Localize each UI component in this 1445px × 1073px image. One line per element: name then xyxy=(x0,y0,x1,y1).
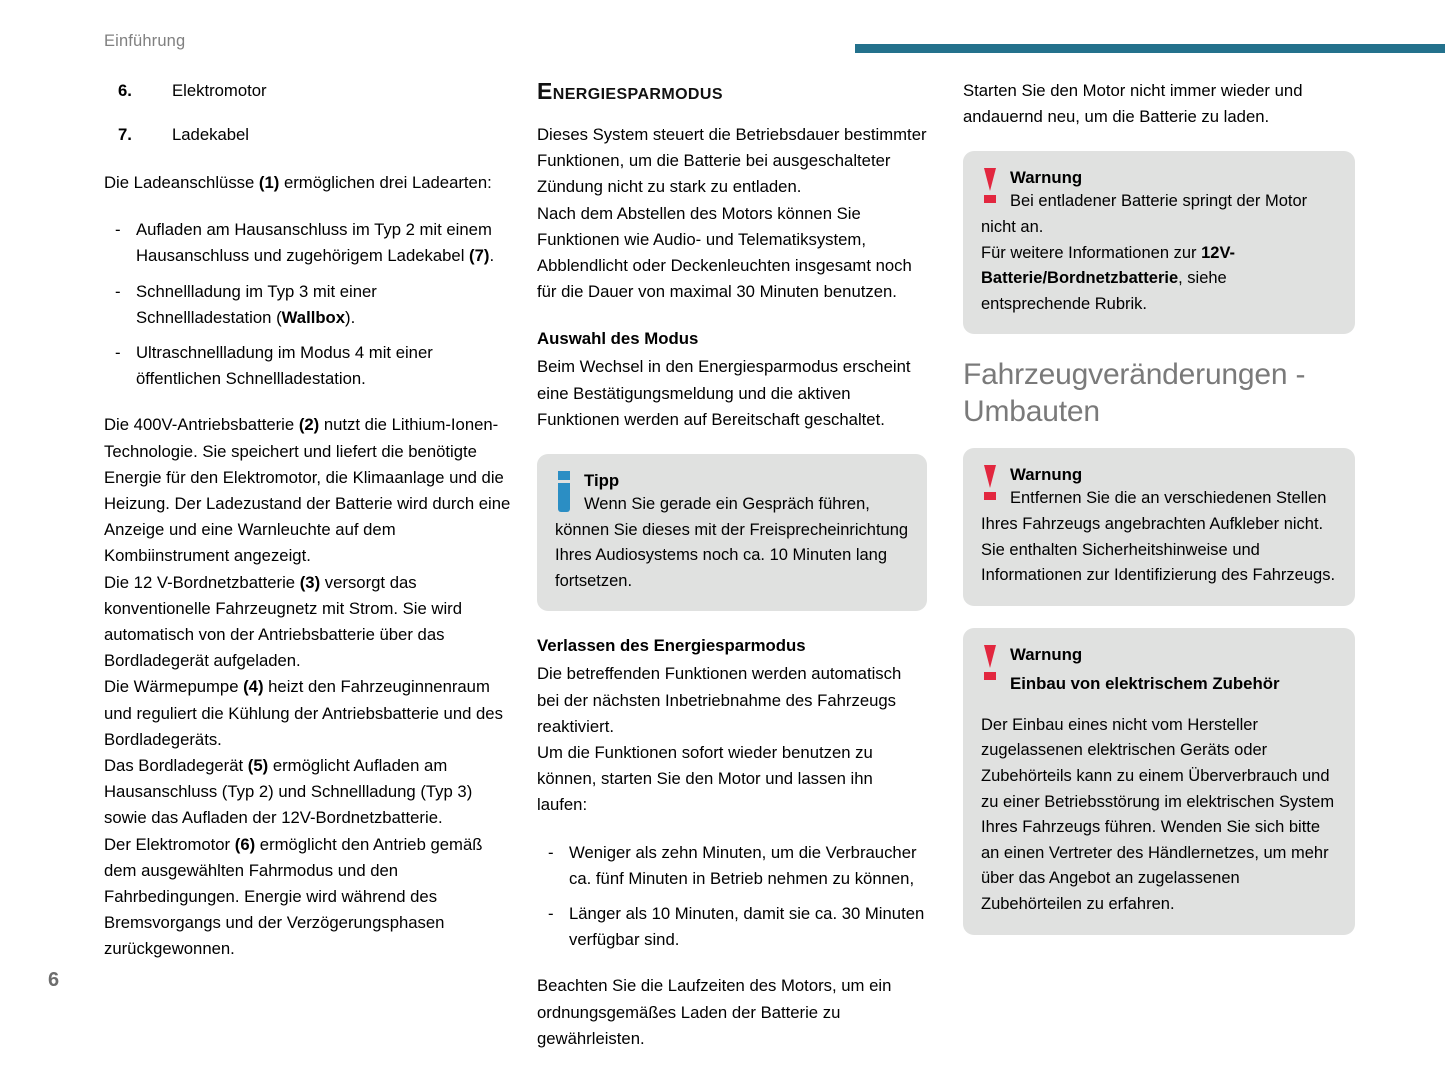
list-item-bullet: - xyxy=(548,904,554,924)
spacer xyxy=(981,697,1337,713)
subheading-mode-selection: Auswahl des Modus xyxy=(537,329,699,349)
warning-callout-body: Entfernen Sie die an verschiedenen Stellen Ihres Fahrzeugs angebrachten Aufkleber nicht. Sie enthalten Sicherheitshinweise und Informationen zur Identifizierung des Fahrzeugs. xyxy=(981,489,1336,585)
list-item xyxy=(104,340,514,392)
warning-icon xyxy=(983,465,997,505)
reference-number: (5) xyxy=(247,756,269,776)
reference-number: (3) xyxy=(299,572,321,592)
list-item xyxy=(537,840,927,892)
list-item-text: Länger als 10 Minuten, damit sie ca. 30 Minuten verfügbar sind. xyxy=(569,904,925,950)
running-title: Einführung xyxy=(104,32,186,50)
info-icon xyxy=(557,471,571,511)
header-rule xyxy=(855,44,1445,53)
column-right xyxy=(963,78,1355,957)
reference-number: (1) xyxy=(258,173,280,192)
list-item xyxy=(104,122,514,148)
paragraph-traction-battery xyxy=(104,412,514,569)
warning-callout-body-1: Bei entladener Batterie springt der Motor nicht an. xyxy=(981,192,1308,236)
text-run: , siehe entsprechende Rubrik. xyxy=(981,269,1227,313)
text-run: Die Wärmepumpe xyxy=(104,677,244,697)
warning-callout-heading: Warnung xyxy=(1010,644,1083,664)
charging-types-list xyxy=(104,217,514,392)
text-run: heizt den Fahrzeuginnenraum und reguliert die Kühlung der Antriebsbatterie und des Bordladegeräts. xyxy=(104,677,503,749)
warning-callout-accessories xyxy=(963,628,1355,935)
list-item-bullet: - xyxy=(115,220,121,240)
list-item-label: Elektromotor xyxy=(172,81,267,100)
text-run: Aufladen am Hausanschluss im Typ 2 mit einem Hausanschluss und zugehörigem Ladekabel xyxy=(136,220,492,266)
paragraph-onboard-charger xyxy=(104,753,514,832)
paragraph-mode-selection: Beim Wechsel in den Energiesparmodus erscheint eine Bestätigungsmeldung und die aktiven Funktionen werden auf Bereitschaft geschaltet. xyxy=(537,357,911,429)
text-run: ermöglicht Aufladen am Hausanschluss (Typ 2) und Schnellladung (Typ 3) sowie das Aufladen der 12V-Bordnetzbatterie. xyxy=(104,756,473,828)
paragraph-exit-2: Um die Funktionen sofort wieder benutzen zu können, starten Sie den Motor und lassen ihn laufen: xyxy=(537,743,873,815)
warning-callout-heading: Warnung xyxy=(1010,465,1083,485)
column-middle xyxy=(537,78,927,1073)
warning-callout-body: Der Einbau eines nicht vom Hersteller zugelassenen elektrischen Geräts oder Zubehörteils kann zu einem Überverbrauch und zu einer Betriebsstörung im elektrischen System Ihres Fahrzeugs führen. Wenden Sie sich bitte an einen Vertreter des Händlernetzes, um mehr über das Angebot an zugelassenen Zubehörteilen zu erfahren. xyxy=(981,715,1335,913)
paragraph-electric-motor xyxy=(104,832,514,963)
reference-number: (6) xyxy=(234,834,256,854)
warning-callout-subheading: Einbau von elektrischem Zubehör xyxy=(1010,673,1280,693)
text-run: Die Ladeanschlüsse xyxy=(104,173,259,192)
emphasis-term: Wallbox xyxy=(281,307,346,327)
paragraph-eco-intro-1: Dieses System steuert die Betriebsdauer bestimmter Funktionen, um die Batterie bei ausgeschalteter Zündung nicht zu stark zu entladen. xyxy=(537,125,927,197)
reference-number: (2) xyxy=(298,415,320,435)
warning-callout-heading: Warnung xyxy=(1010,168,1083,188)
paragraph-closing: Beachten Sie die Laufzeiten des Motors, um ein ordnungsgemäßes Laden der Batterie zu gewährleisten. xyxy=(537,976,892,1048)
reference-number: (4) xyxy=(243,677,264,697)
emphasis-term: 12V-Batterie/Bordnetzbatterie xyxy=(981,243,1236,288)
warning-icon xyxy=(983,645,997,685)
list-item-text: Weniger als zehn Minuten, um die Verbraucher ca. fünf Minuten in Betrieb nehmen zu können, xyxy=(569,842,917,888)
list-item-text: Ultraschnellladung im Modus 4 mit einer öffentlichen Schnellladestation. xyxy=(136,343,433,389)
list-item-bullet: - xyxy=(548,842,554,862)
paragraph-eco-intro-2: Nach dem Abstellen des Motors können Sie Funktionen wie Audio- und Telematiksystem, Abblendlicht oder Deckenleuchten insgesamt noch für die Dauer von maximal 30 Minuten benutzen. xyxy=(537,203,912,302)
subheading-exit-mode: Verlassen des Energiesparmodus xyxy=(537,636,806,656)
list-item-bullet: - xyxy=(115,343,121,363)
page-columns xyxy=(0,78,1445,1048)
paragraph-exit-1: Die betreffenden Funktionen werden automatisch bei der nächsten Inbetriebnahme des Fahrzeugs reaktiviert. xyxy=(537,664,902,736)
tip-callout xyxy=(537,454,927,611)
warning-callout-stickers xyxy=(963,448,1355,605)
text-run: . xyxy=(489,246,495,266)
tip-callout-body: Wenn Sie gerade ein Gespräch führen, können Sie dieses mit der Freisprecheinrichtung Ihres Audiosystems noch ca. 10 Minuten lang fortsetzen. xyxy=(555,495,909,590)
tip-callout-heading: Tipp xyxy=(584,471,620,491)
list-item-number: 7. xyxy=(118,125,132,144)
text-run: Die 12 V-Bordnetzbatterie xyxy=(104,572,300,592)
text-run: Schnellladung im Typ 3 mit einer Schnellladestation ( xyxy=(136,281,377,327)
list-item xyxy=(537,901,927,953)
list-item-text xyxy=(136,279,514,331)
text-run: Der Elektromotor xyxy=(104,834,235,854)
list-item-bullet: - xyxy=(115,281,121,301)
text-run: Die 400V-Antriebsbatterie xyxy=(104,415,299,435)
paragraph-heat-pump xyxy=(104,674,514,753)
list-item xyxy=(104,279,514,331)
list-item-label: Ladekabel xyxy=(172,125,250,144)
list-item xyxy=(104,217,514,269)
page-title: Fahrzeugveränderungen - Umbauten xyxy=(963,358,1306,429)
parts-numbered-list xyxy=(104,78,514,148)
list-item-number: 6. xyxy=(118,81,132,100)
text-run: nutzt die Lithium-Ionen-Technologie. Sie speichert und liefert die benötigte Energie für den Elektromotor, die Klimaanlage und die Heizung. Der Ladezustand der Batterie wird durch eine Anzeige und eine Warnleuchte auf dem Kombiinstrument angezeigt. xyxy=(104,415,511,566)
chapter-title-energiesparmodus: Energiesparmodus xyxy=(537,78,723,104)
paragraph-charging-intro xyxy=(104,170,514,196)
reference-number: (7) xyxy=(469,246,490,266)
text-run: Das Bordladegerät xyxy=(104,756,248,776)
list-item-text xyxy=(136,217,514,269)
warning-callout-battery xyxy=(963,151,1355,334)
text-run: ). xyxy=(345,307,356,327)
column-left xyxy=(104,78,514,963)
text-run: ermöglichen drei Ladearten: xyxy=(279,173,492,192)
text-run: versorgt das konventionelle Fahrzeugnetz mit Strom. Sie wird automatisch von der Antriebsbatterie über das Bordladegerät aufgeladen. xyxy=(104,572,463,671)
paragraph-12v-battery xyxy=(104,570,514,675)
warning-icon xyxy=(983,168,997,208)
warning-callout-body-2 xyxy=(981,241,1337,318)
page-number: 6 xyxy=(48,969,60,991)
text-run: Für weitere Informationen zur xyxy=(981,243,1202,262)
page-header xyxy=(0,32,1445,58)
list-item xyxy=(104,78,514,104)
exit-conditions-list xyxy=(537,840,927,954)
paragraph-restart-warning: Starten Sie den Motor nicht immer wieder und andauernd neu, um die Batterie zu laden. xyxy=(963,81,1303,127)
text-run: ermöglicht den Antrieb gemäß dem ausgewählten Fahrmodus und den Fahrbedingungen. Energie wird während des Bremsvorgangs und der Verzögerungsphasen zurückgewonnen. xyxy=(104,834,483,959)
